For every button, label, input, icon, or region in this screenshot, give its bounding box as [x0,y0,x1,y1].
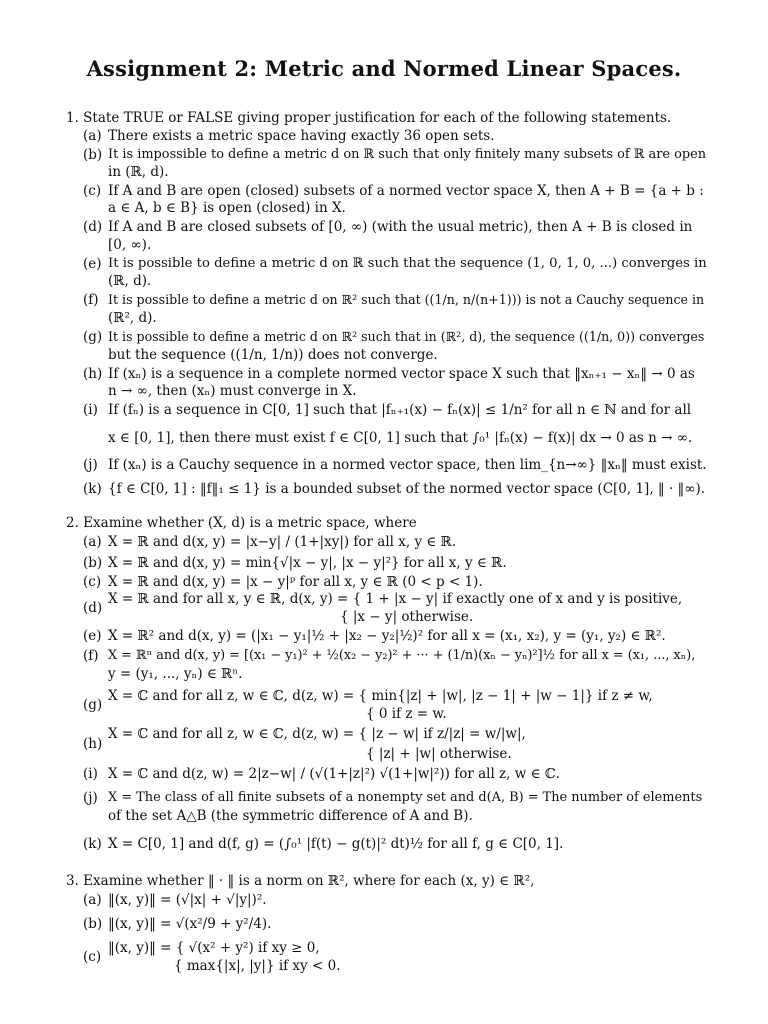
q1a-text: There exists a metric space having exactly 36 open sets. [108,128,495,144]
q1d-text: If A and B are closed subsets of [0, ∞) (with the usual metric), then A + B is closed in [108,219,693,235]
q2d-text-2: { |x − y| otherwise. [340,609,474,625]
q1f-label: (f) [83,292,99,308]
q2i-label: (i) [83,766,98,782]
q1e-text: It is possible to define a metric d on ℝ such that the sequence (1, 0, 1, 0, ...) converges in [108,256,707,271]
q3c-text-2: { max{|x|, |y|} if xy < 0. [174,958,341,974]
q2g-label: (g) [83,697,103,713]
q1c-label: (c) [83,183,102,199]
q2e-label: (e) [83,628,102,644]
q3c-label: (c) [83,949,102,965]
q3a-label: (a) [83,892,102,908]
q3b-label: (b) [83,916,103,932]
q1c-text: If A and B are open (closed) subsets of a normed vector space X, then A + B = {a + b : [108,183,704,199]
q3-stem: 3. Examine whether ‖ · ‖ is a norm on ℝ², where for each (x, y) ∈ ℝ², [66,873,535,889]
q1i-text-2: x ∈ [0, 1], then there must exist f ∈ C[0, 1] such that ∫₀¹ |fₙ(x) − f(x)| dx → 0 as n → ∞. [108,430,693,446]
q2j-text-2: of the set A△B (the symmetric difference of A and B). [108,808,473,824]
q1i-text: If (fₙ) is a sequence in C[0, 1] such that |fₙ₊₁(x) − fₙ(x)| ≤ 1/n² for all n ∈ ℕ and for all [108,402,692,418]
q2c-text: X = ℝ and d(x, y) = |x − y|ᵖ for all x, y ∈ ℝ (0 < p < 1). [108,574,483,590]
q2e-text: X = ℝ² and d(x, y) = (|x₁ − y₁|½ + |x₂ − y₂|½)² for all x = (x₁, x₂), y = (y₁, y₂) ∈ ℝ². [108,628,666,644]
q1b-text-2: in (ℝ, d). [108,164,169,180]
q1b-label: (b) [83,147,103,163]
q3b-text: ‖(x, y)‖ = √(x²/9 + y²/4). [108,916,272,932]
q2k-label: (k) [83,836,102,852]
q1g-text: It is possible to define a metric d on ℝ² such that in (ℝ², d), the sequence ((1/n, 0)) converges [108,329,705,344]
q2a-text: X = ℝ and d(x, y) = |x−y| / (1+|xy|) for all x, y ∈ ℝ. [108,534,457,550]
q2h-text-2: { |z| + |w| otherwise. [366,746,512,762]
q1a-label: (a) [83,128,102,144]
q2h-label: (h) [83,736,103,752]
q2j-label: (j) [83,790,98,806]
q2f-label: (f) [83,648,99,664]
q1d-text-2: [0, ∞). [108,237,152,253]
q1i-label: (i) [83,402,98,418]
q1c-text-2: a ∈ A, b ∈ B} is open (closed) in X. [108,200,346,216]
q1k-label: (k) [83,481,102,497]
q2i-text: X = ℂ and d(z, w) = 2|z−w| / (√(1+|z|²) √(1+|w|²)) for all z, w ∈ ℂ. [108,766,560,782]
q2j-text: X = The class of all finite subsets of a nonempty set and d(A, B) = The number of elements [108,790,703,805]
q2c-label: (c) [83,574,102,590]
q1f-text: It is possible to define a metric d on ℝ² such that ((1/n, n/(n+1))) is not a Cauchy sequence in [108,292,705,307]
q2a-label: (a) [83,534,102,550]
q1j-label: (j) [83,457,98,473]
q2d-label: (d) [83,600,103,616]
q3c-text: ‖(x, y)‖ = { √(x² + y²) if xy ≥ 0, [108,940,320,956]
q1f-text-2: (ℝ², d). [108,310,157,326]
q1d-label: (d) [83,219,103,235]
q2k-text: X = C[0, 1] and d(f, g) = (∫₀¹ |f(t) − g(t)|² dt)½ for all f, g ∈ C[0, 1]. [108,836,564,852]
q1h-text-2: n → ∞, then (xₙ) must converge in X. [108,383,357,399]
q2f-text: X = ℝⁿ and d(x, y) = [(x₁ − y₁)² + ½(x₂ − y₂)² + ··· + (1/n)(xₙ − yₙ)²]½ for all x = (x₁, ..., xₙ), [108,648,696,663]
q2f-text-2: y = (y₁, ..., yₙ) ∈ ℝⁿ. [108,666,243,682]
q2g-text: X = ℂ and for all z, w ∈ ℂ, d(z, w) = { min{|z| + |w|, |z − 1| + |w − 1|} if z ≠ w, [108,688,653,704]
q2h-text: X = ℂ and for all z, w ∈ ℂ, d(z, w) = { |z − w| if z/|z| = w/|w|, [108,726,526,742]
q1k-text: {f ∈ C[0, 1] : ‖f‖₁ ≤ 1} is a bounded subset of the normed vector space (C[0, 1], ‖ · ‖∞). [108,481,706,497]
q1g-text-2: but the sequence ((1/n, 1/n)) does not converge. [108,347,438,363]
q2d-text: X = ℝ and for all x, y ∈ ℝ, d(x, y) = { 1 + |x − y| if exactly one of x and y is positive, [108,591,683,607]
q1e-label: (e) [83,256,102,272]
q2-stem: 2. Examine whether (X, d) is a metric space, where [66,515,417,531]
q1h-label: (h) [83,366,103,382]
q1-stem: 1. State TRUE or FALSE giving proper justification for each of the following statements. [66,110,672,126]
q1j-text: If (xₙ) is a Cauchy sequence in a normed vector space, then lim_{n→∞} ‖xₙ‖ must exist. [108,457,707,473]
q1e-text-2: (ℝ, d). [108,273,152,289]
q2b-label: (b) [83,555,103,571]
q1g-label: (g) [83,329,103,345]
q2g-text-2: { 0 if z = w. [366,706,447,722]
q1b-text: It is impossible to define a metric d on ℝ such that only finitely many subsets of ℝ are open [108,147,707,162]
q2b-text: X = ℝ and d(x, y) = min{√|x − y|, |x − y|²} for all x, y ∈ ℝ. [108,555,507,571]
page-title: Assignment 2: Metric and Normed Linear Spaces. [86,56,682,81]
q1h-text: If (xₙ) is a sequence in a complete normed vector space X such that ‖xₙ₊₁ − xₙ‖ → 0 as [108,366,695,382]
q3a-text: ‖(x, y)‖ = (√|x| + √|y|)². [108,892,267,908]
